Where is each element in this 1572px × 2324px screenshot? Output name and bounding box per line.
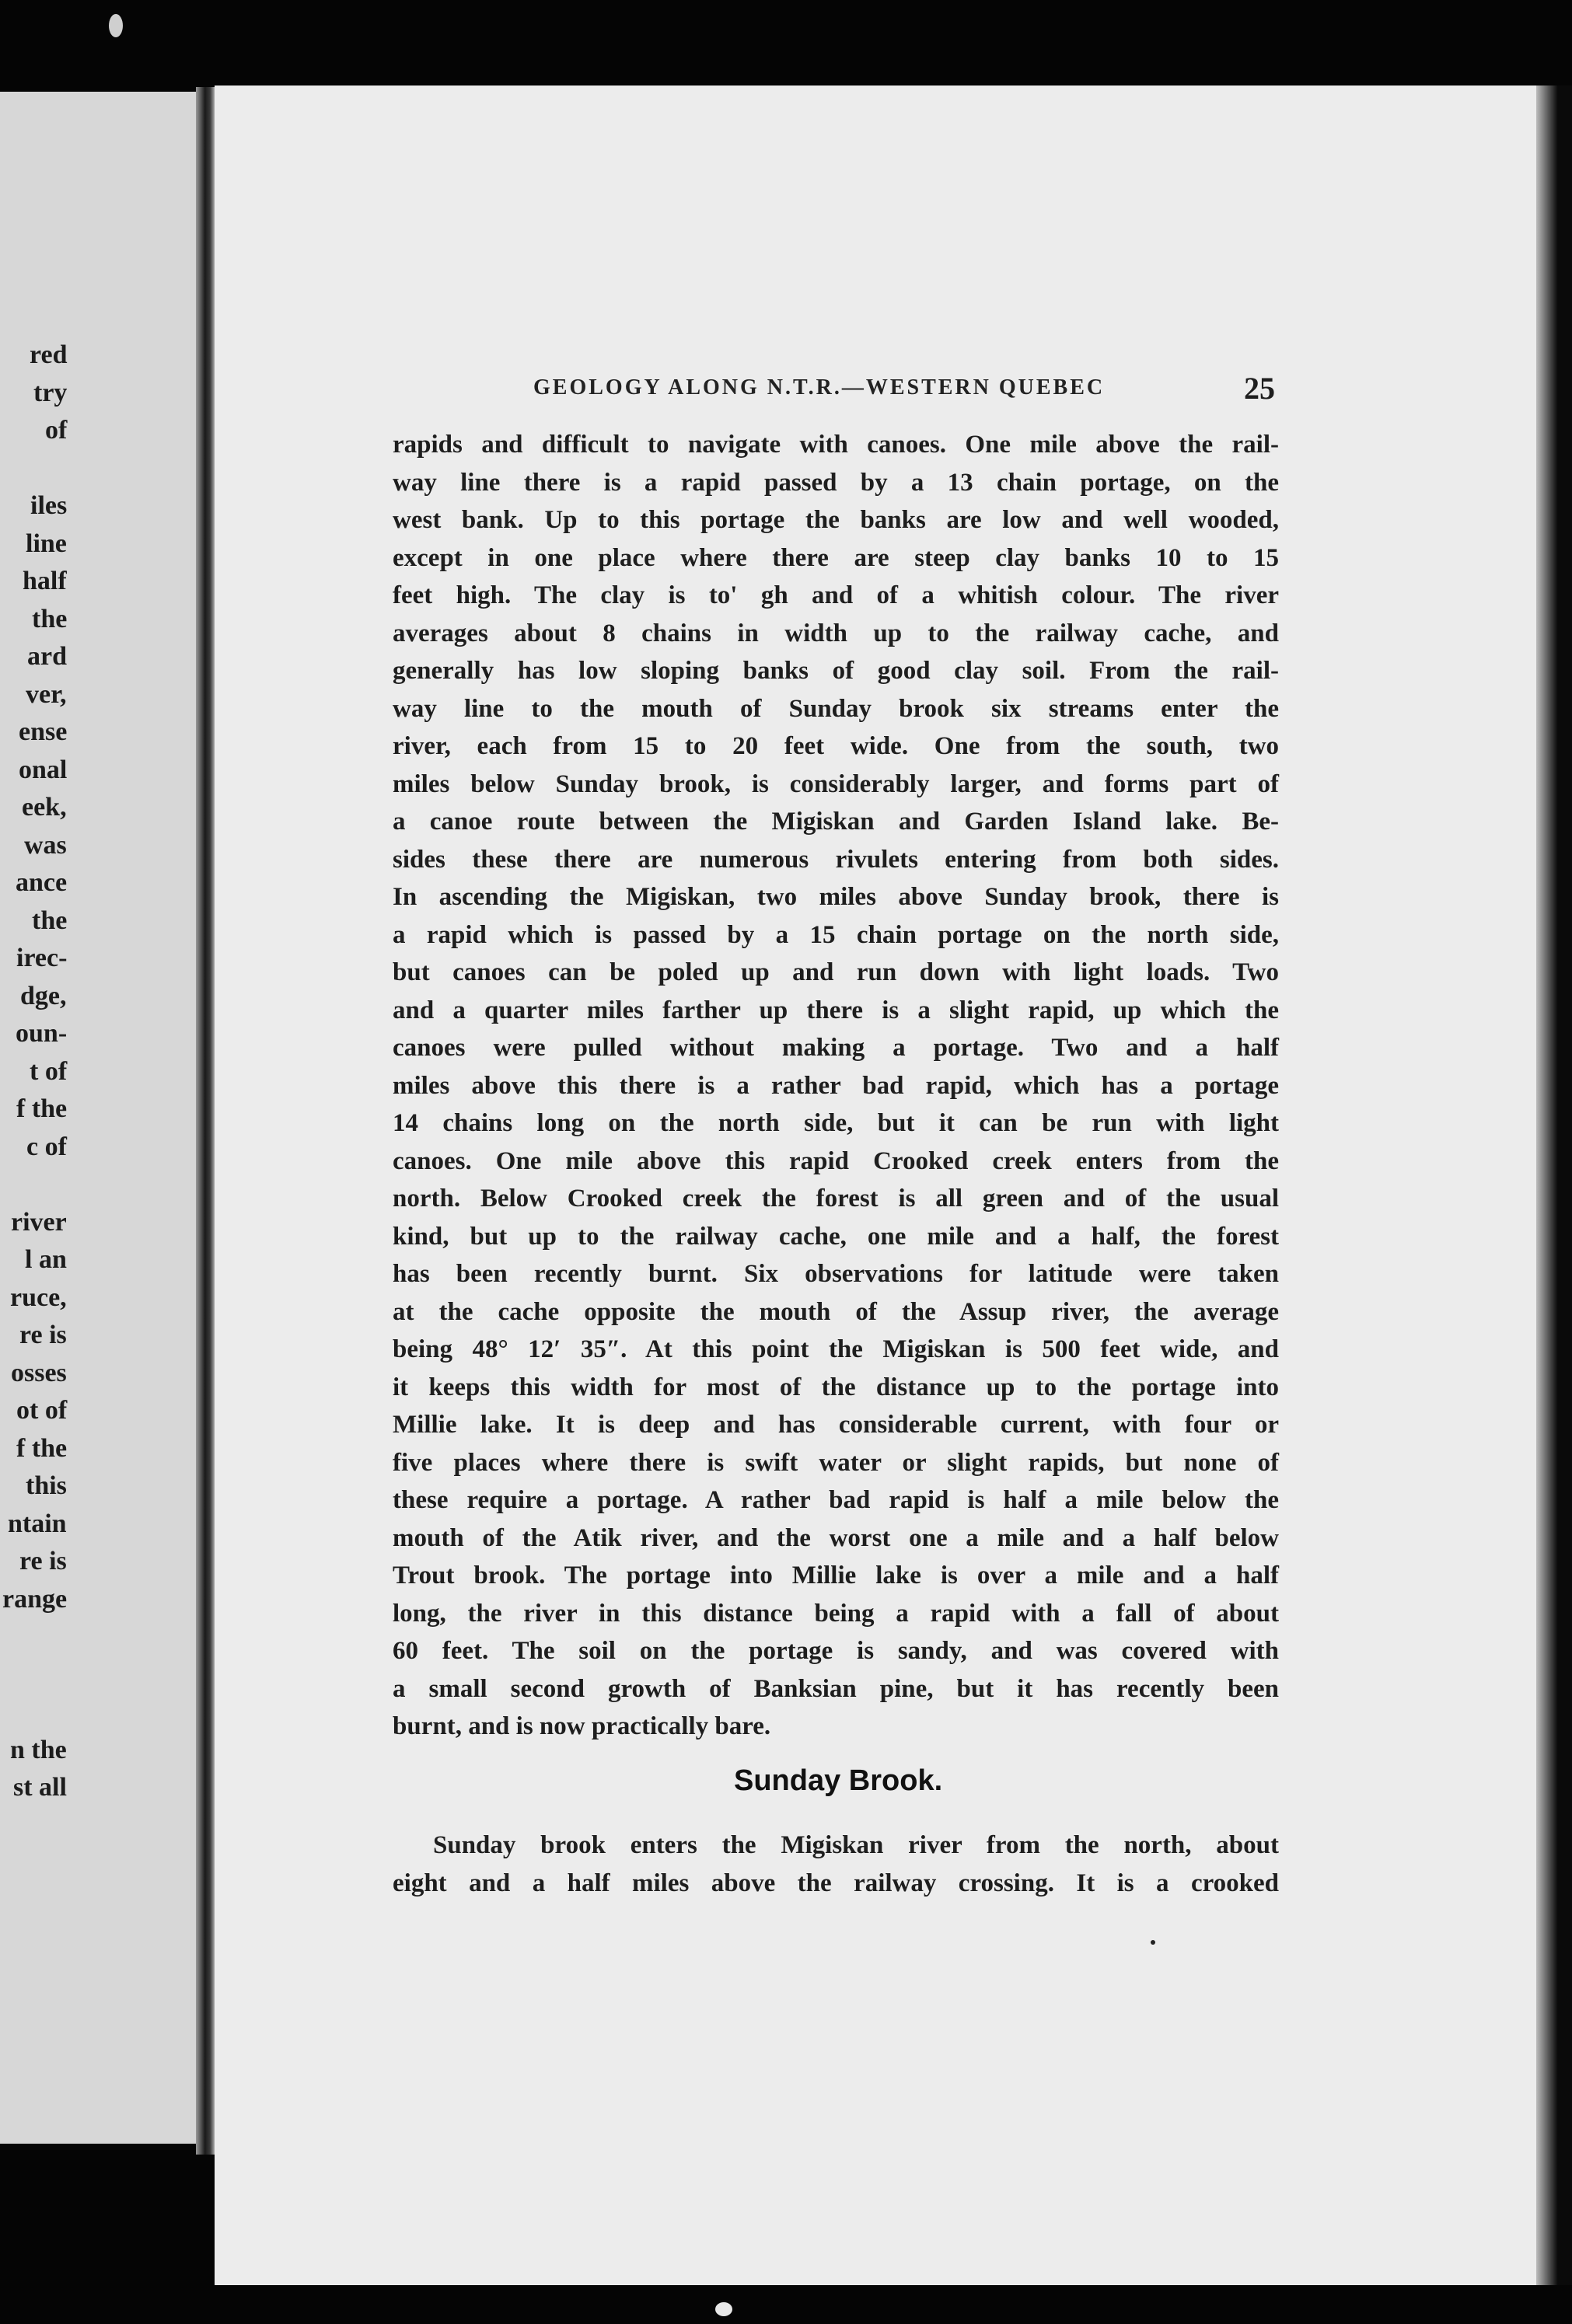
left-page-line: re is: [19, 1321, 67, 1349]
text-line: and a quarter miles farther up there is a slight rapid, up which the: [393, 996, 1279, 1024]
left-page-line: half: [23, 567, 67, 595]
left-page-line: this: [26, 1471, 67, 1500]
left-page-line: red: [30, 340, 68, 369]
text-line: 14 chains long on the north side, but it can be run with light: [393, 1109, 1279, 1137]
text-line: but canoes can be poled up and run down with light loads. Two: [393, 958, 1279, 986]
text-line: miles below Sunday brook, is considerably larger, and forms part of: [393, 769, 1279, 798]
left-page-line: f the: [16, 1094, 68, 1123]
page-edge-shadow: [1536, 85, 1572, 2285]
text-line: feet high. The clay is to' gh and of a whitish colour. The river: [393, 581, 1279, 609]
text-line: a canoe route between the Migiskan and Garden Island lake. Be-: [393, 808, 1279, 836]
scan-speck: [715, 2302, 732, 2316]
body-paragraph: [393, 426, 1279, 1746]
text-line: canoes were pulled without making a portage. Two and a half: [393, 1034, 1279, 1062]
left-page-line: range: [2, 1584, 68, 1614]
left-page-line: eek,: [22, 793, 67, 822]
text-line: eight and a half miles above the railway crossing. It is a crooked: [393, 1869, 1279, 1897]
left-page-line: l an: [25, 1245, 67, 1274]
text-line: rapids and difficult to navigate with canoes. One mile above the rail-: [393, 431, 1279, 459]
text-line: at the cache opposite the mouth of the Assup river, the average: [393, 1297, 1279, 1326]
text-line: 60 feet. The soil on the portage is sandy, and was covered with: [393, 1637, 1279, 1665]
text-line: it keeps this width for most of the distance up to the portage into: [393, 1373, 1279, 1401]
left-page-line: the: [32, 604, 68, 633]
text-line: north. Below Crooked creek the forest is all green and of the usual: [393, 1185, 1279, 1213]
text-line: mouth of the Atik river, and the worst one a mile and a half below: [393, 1523, 1279, 1552]
left-page-line: osses: [11, 1358, 67, 1387]
left-page-line: irec-: [16, 944, 68, 972]
left-page-line: oun-: [16, 1019, 68, 1048]
text-line: kind, but up to the railway cache, one mile and a half, the forest: [393, 1222, 1279, 1251]
left-page-line: onal: [19, 755, 68, 784]
text-line: a small second growth of Banksian pine, but it has recently been: [393, 1674, 1279, 1703]
section-heading: Sunday Brook.: [734, 1764, 943, 1797]
left-page-line: re is: [19, 1547, 67, 1576]
left-page-line: try: [33, 378, 68, 407]
text-line: In ascending the Migiskan, two miles above Sunday brook, there is: [393, 883, 1279, 911]
text-line: Millie lake. It is deep and has considerable current, with four or: [393, 1411, 1279, 1439]
scan-speck: [109, 14, 123, 37]
book-gutter: [196, 87, 216, 2155]
left-page-line: dge,: [20, 981, 67, 1010]
left-page-line: line: [26, 529, 67, 558]
running-header: GEOLOGY ALONG N.T.R.—WESTERN QUEBEC: [533, 375, 1106, 400]
left-page-line: ot of: [16, 1396, 68, 1425]
text-line: burnt, and is now practically bare.: [393, 1712, 771, 1740]
page-number: 25: [1244, 371, 1275, 406]
text-line: sides these there are numerous rivulets entering from both sides.: [393, 845, 1279, 874]
left-page-line: ntain: [8, 1509, 67, 1538]
text-line: west bank. Up to this portage the banks are low and well wooded,: [393, 506, 1279, 534]
left-page-line: river: [11, 1207, 67, 1237]
text-line: five places where there is swift water or slight rapids, but none of: [393, 1448, 1279, 1477]
text-line: these require a portage. A rather bad rapid is half a mile below the: [393, 1486, 1279, 1514]
text-line: way line there is a rapid passed by a 13 chain portage, on the: [393, 468, 1279, 497]
text-line: being 48° 12′ 35″. At this point the Migiskan is 500 feet wide, and: [393, 1335, 1279, 1363]
text-line: has been recently burnt. Six observations for latitude were taken: [393, 1260, 1279, 1288]
text-line: long, the river in this distance being a rapid with a fall of about: [393, 1599, 1279, 1628]
text-line: miles above this there is a rather bad rapid, which has a portage: [393, 1071, 1279, 1100]
text-line: canoes. One mile above this rapid Crooked creek enters from the: [393, 1146, 1279, 1175]
left-page-line: of: [45, 416, 68, 445]
left-page-line: n the: [10, 1735, 67, 1764]
text-line: except in one place where there are steep clay banks 10 to 15: [393, 543, 1279, 572]
left-page-line: ard: [27, 642, 67, 671]
scan-speck: [1151, 1940, 1155, 1945]
left-page-line: ance: [16, 868, 68, 897]
text-line: way line to the mouth of Sunday brook six streams enter the: [393, 694, 1279, 723]
left-page-line: ver,: [26, 679, 67, 709]
text-line: river, each from 15 to 20 feet wide. One from the south, two: [393, 732, 1279, 760]
left-page-line: ruce,: [10, 1282, 67, 1312]
left-page-line: f the: [16, 1433, 68, 1463]
left-page-line: ense: [19, 717, 68, 746]
left-page-line: the: [32, 906, 68, 935]
left-page-line: st all: [13, 1773, 67, 1802]
left-page-line: was: [24, 830, 67, 860]
left-page-line: iles: [30, 491, 68, 520]
section-paragraph: [393, 1827, 1279, 1902]
text-line: averages about 8 chains in width up to the railway cache, and: [393, 619, 1279, 647]
text-line: a rapid which is passed by a 15 chain portage on the north side,: [393, 920, 1279, 949]
left-page-fragment: [0, 92, 208, 2144]
text-line: Trout brook. The portage into Millie lake is over a mile and a half: [393, 1562, 1279, 1589]
left-page-line: c of: [26, 1132, 67, 1161]
text-line: generally has low sloping banks of good clay soil. From the rail-: [393, 657, 1279, 685]
left-page-line: t of: [30, 1056, 68, 1086]
text-line: Sunday brook enters the Migiskan river from the north, about: [433, 1831, 1279, 1859]
